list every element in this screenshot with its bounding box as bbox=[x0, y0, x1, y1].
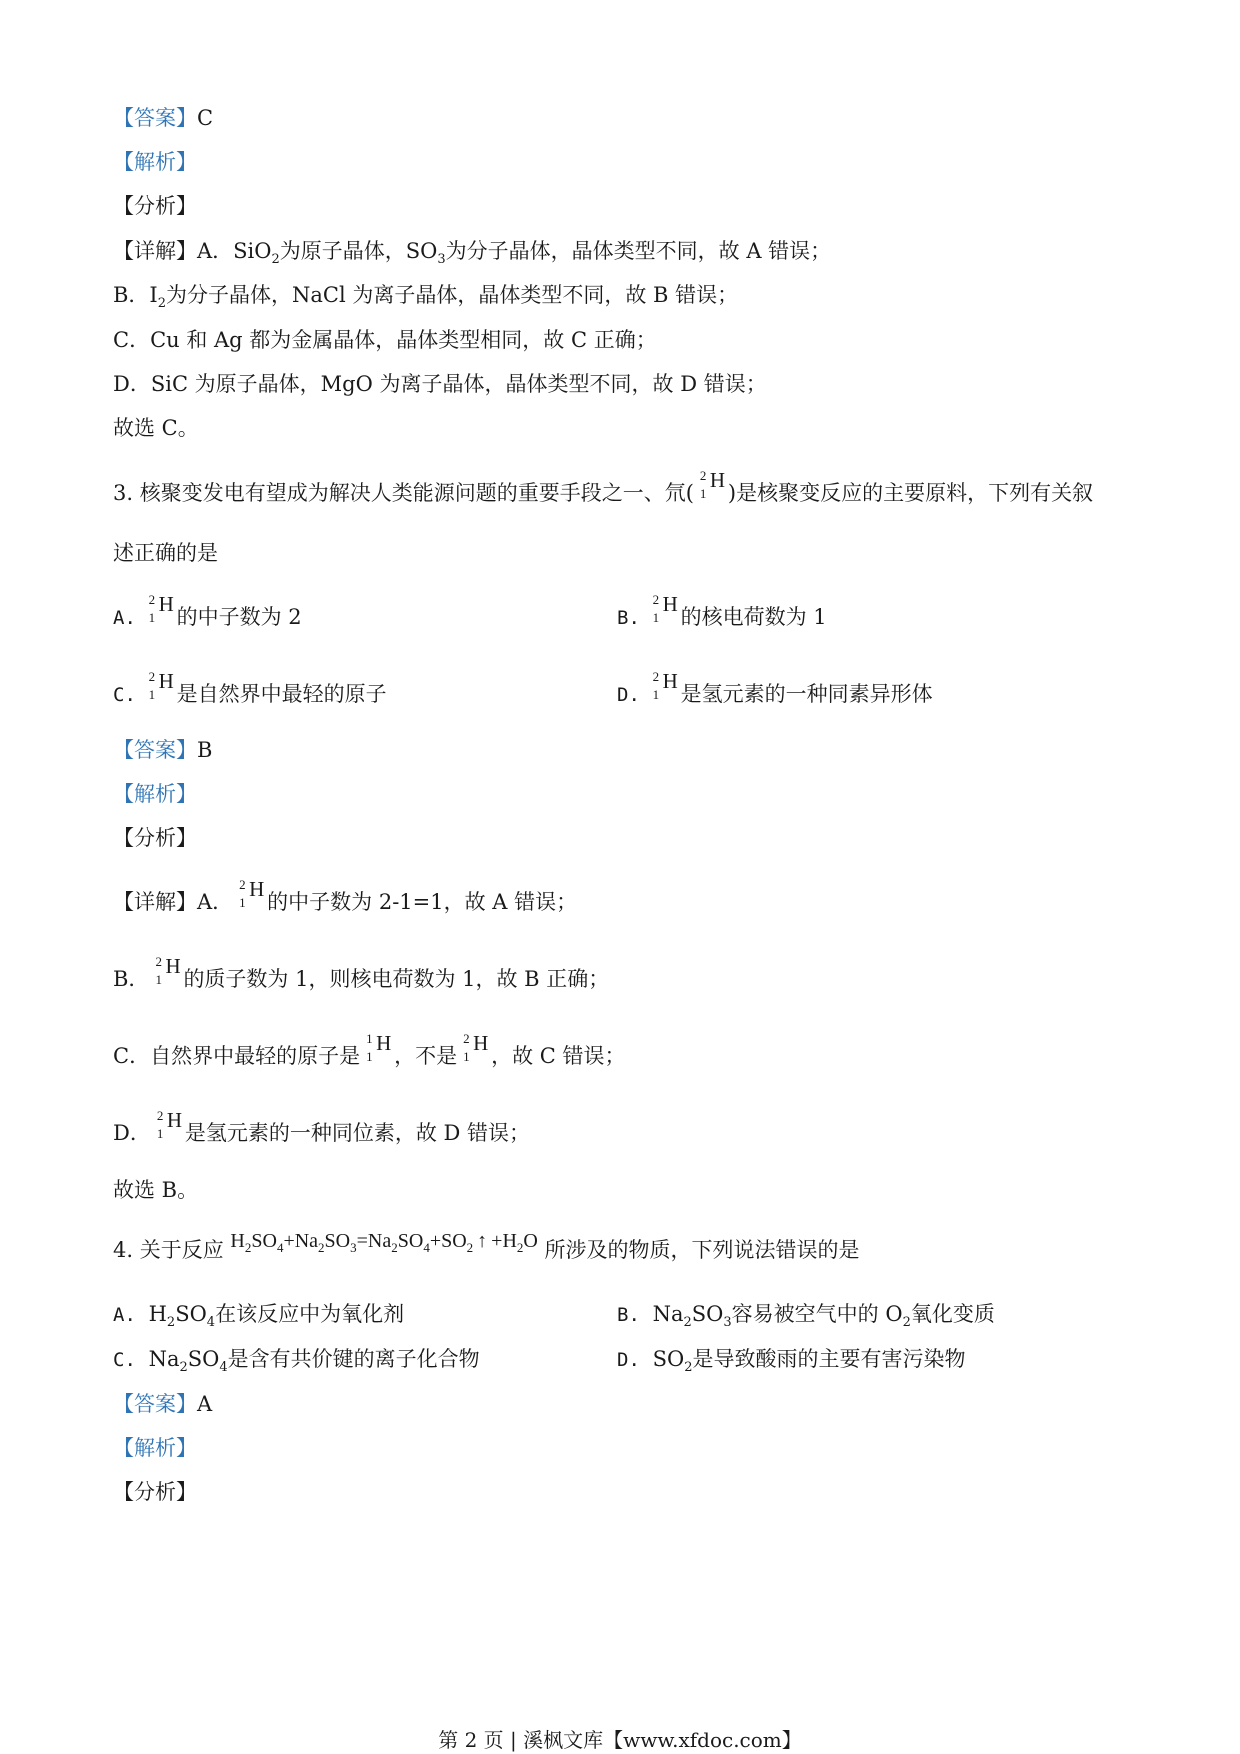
q2-detail-a-sub1: 2 bbox=[271, 252, 280, 267]
protium-symbol: 1 1 H bbox=[366, 1031, 392, 1064]
q3-detail-d bbox=[113, 1108, 531, 1147]
q3-answer-value: B bbox=[197, 738, 213, 762]
option-letter: A. bbox=[113, 607, 136, 629]
q3-option-a bbox=[113, 592, 302, 632]
deuterium-symbol: 2 1 H bbox=[156, 1108, 183, 1141]
deuterium-symbol: 2 1 H bbox=[148, 669, 174, 702]
option-letter: A. bbox=[113, 1304, 136, 1326]
q2-detail-b-text1: B．I bbox=[113, 283, 158, 307]
q3-detail-d-text: 是氢元素的一种同位素，故 D 错误； bbox=[184, 1121, 531, 1145]
q4-answer-line bbox=[113, 1390, 212, 1418]
q2-detail-a-text3: 为分子晶体，晶体类型不同，故 A 错误； bbox=[445, 239, 832, 263]
option-letter: D. bbox=[617, 684, 640, 706]
option-letter: B. bbox=[617, 607, 640, 629]
q2-breakdown-line bbox=[113, 192, 197, 220]
detail-label: 【详解】 bbox=[113, 239, 197, 263]
analysis-label: 【解析】 bbox=[113, 150, 197, 174]
deuterium-symbol: 2 1 H bbox=[148, 592, 174, 625]
q2-detail-b-text2: 为分子晶体，NaCl 为离子晶体，晶体类型不同，故 B 错误； bbox=[166, 283, 739, 307]
answer-label: 【答案】 bbox=[113, 738, 197, 762]
option-text: $SO_2$是导致酸雨的主要有害污染物 bbox=[652, 1347, 966, 1375]
breakdown-label: 【分析】 bbox=[113, 194, 197, 218]
q3-option-c bbox=[113, 669, 387, 709]
q4-stem-suffix: 所涉及的物质，下列说法错误的是 bbox=[544, 1238, 860, 1262]
q3-stem-part1: 3. 核聚变发电有望成为解决人类能源问题的重要手段之一、氘( bbox=[113, 481, 694, 505]
q4-answer-value: A bbox=[197, 1392, 213, 1416]
q2-detail-c-text: C．Cu 和 Ag 都为金属晶体，晶体类型相同，故 C 正确； bbox=[113, 328, 657, 352]
q3-option-b bbox=[617, 592, 827, 632]
option-letter: D. bbox=[617, 1349, 640, 1371]
q3-stem-line1 bbox=[113, 468, 1094, 507]
q2-detail-a-text2: 为原子晶体，SO bbox=[279, 239, 438, 263]
deuterium-symbol: 2 1 H bbox=[699, 468, 726, 501]
q2-analysis-line bbox=[113, 148, 197, 176]
q2-detail-d bbox=[113, 370, 767, 398]
option-text: $Na_2SO_3$容易被空气中的 $O_2$氧化变质 bbox=[652, 1302, 995, 1330]
q3-analysis-line bbox=[113, 780, 197, 808]
q2-conclusion bbox=[113, 414, 199, 442]
q4-stem bbox=[113, 1230, 860, 1267]
reaction-equation: $H_2SO_4+Na_2SO_3=Na_2SO_4+SO_2$ ↑ $+H_2O$ bbox=[230, 1230, 538, 1255]
option-letter: B. bbox=[617, 1304, 640, 1326]
q3-option-d bbox=[617, 669, 933, 709]
q4-breakdown-line bbox=[113, 1478, 197, 1506]
q2-detail-b bbox=[113, 281, 738, 313]
q4-option-b bbox=[617, 1300, 995, 1332]
q4-option-c bbox=[113, 1345, 480, 1377]
deuterium-symbol: 2 1 H bbox=[652, 592, 678, 625]
q4-stem-prefix: 4. 关于反应 bbox=[113, 1238, 224, 1262]
q3-detail-a-prefix: A． bbox=[197, 890, 234, 914]
option-letter: C. bbox=[113, 1349, 136, 1371]
q3-stem-line2 bbox=[113, 539, 218, 567]
q2-answer-value: C bbox=[197, 106, 214, 130]
q3-detail-a-text: 的中子数为 2-1=1，故 A 错误； bbox=[267, 890, 578, 914]
q2-conclusion-text: 故选 C。 bbox=[113, 416, 199, 440]
q2-detail-a-text1: A．SiO bbox=[197, 239, 272, 263]
analysis-label: 【解析】 bbox=[113, 1436, 197, 1460]
q2-answer-line bbox=[113, 104, 213, 132]
q3-detail-a bbox=[113, 877, 578, 916]
q3-answer-line bbox=[113, 736, 212, 764]
answer-label: 【答案】 bbox=[113, 1392, 197, 1416]
option-text: $H_2SO_4$在该反应中为氧化剂 bbox=[148, 1302, 405, 1330]
q3-breakdown-line bbox=[113, 824, 197, 852]
q3-conclusion bbox=[113, 1176, 198, 1204]
deuterium-symbol: 2 1 H bbox=[463, 1031, 489, 1064]
option-text: 的核电荷数为 1 bbox=[680, 605, 827, 629]
q2-detail-a bbox=[113, 237, 831, 269]
q3-detail-c bbox=[113, 1031, 626, 1070]
option-text: 的中子数为 2 bbox=[176, 605, 302, 629]
deuterium-symbol: 2 1 H bbox=[652, 669, 678, 702]
q2-detail-c bbox=[113, 326, 657, 354]
q2-detail-a-sub2: 3 bbox=[437, 252, 446, 267]
q3-detail-c-suffix: ，故 C 错误； bbox=[491, 1044, 626, 1068]
q4-option-a bbox=[113, 1300, 404, 1332]
q2-detail-d-text: D．SiC 为原子晶体，MgO 为离子晶体，晶体类型不同，故 D 错误； bbox=[113, 372, 767, 396]
option-letter: C. bbox=[113, 684, 136, 706]
q3-detail-b-text: 的质子数为 1，则核电荷数为 1，故 B 正确； bbox=[183, 967, 610, 991]
q3-detail-b-prefix: B． bbox=[113, 967, 150, 991]
footer-text: 第 2 页 | 溪枫文库【www.xfdoc.com】 bbox=[438, 1728, 802, 1752]
detail-label: 【详解】 bbox=[113, 890, 197, 914]
q3-detail-d-prefix: D． bbox=[113, 1121, 151, 1145]
analysis-label: 【解析】 bbox=[113, 782, 197, 806]
q2-detail-b-sub1: 2 bbox=[157, 296, 167, 311]
q3-conclusion-text: 故选 B。 bbox=[113, 1178, 199, 1202]
deuterium-symbol: 2 1 H bbox=[155, 954, 181, 987]
q3-stem-part3: 述正确的是 bbox=[113, 541, 218, 565]
q3-detail-b bbox=[113, 954, 610, 993]
option-text: $Na_2SO_4$是含有共价键的离子化合物 bbox=[148, 1347, 480, 1375]
deuterium-symbol: 2 1 H bbox=[239, 877, 265, 910]
q4-option-d bbox=[617, 1345, 965, 1377]
breakdown-label: 【分析】 bbox=[113, 826, 197, 850]
q3-stem-part2: )是核聚变反应的主要原料，下列有关叙 bbox=[727, 481, 1094, 505]
breakdown-label: 【分析】 bbox=[113, 1480, 197, 1504]
page-footer bbox=[0, 1727, 1240, 1753]
q3-detail-c-prefix: C．自然界中最轻的原子是 bbox=[113, 1044, 361, 1068]
option-text: 是自然界中最轻的原子 bbox=[176, 682, 387, 706]
q3-detail-c-mid: ，不是 bbox=[394, 1044, 458, 1068]
q4-analysis-line bbox=[113, 1434, 197, 1462]
answer-label: 【答案】 bbox=[113, 106, 197, 130]
option-text: 是氢元素的一种同素异形体 bbox=[680, 682, 933, 706]
